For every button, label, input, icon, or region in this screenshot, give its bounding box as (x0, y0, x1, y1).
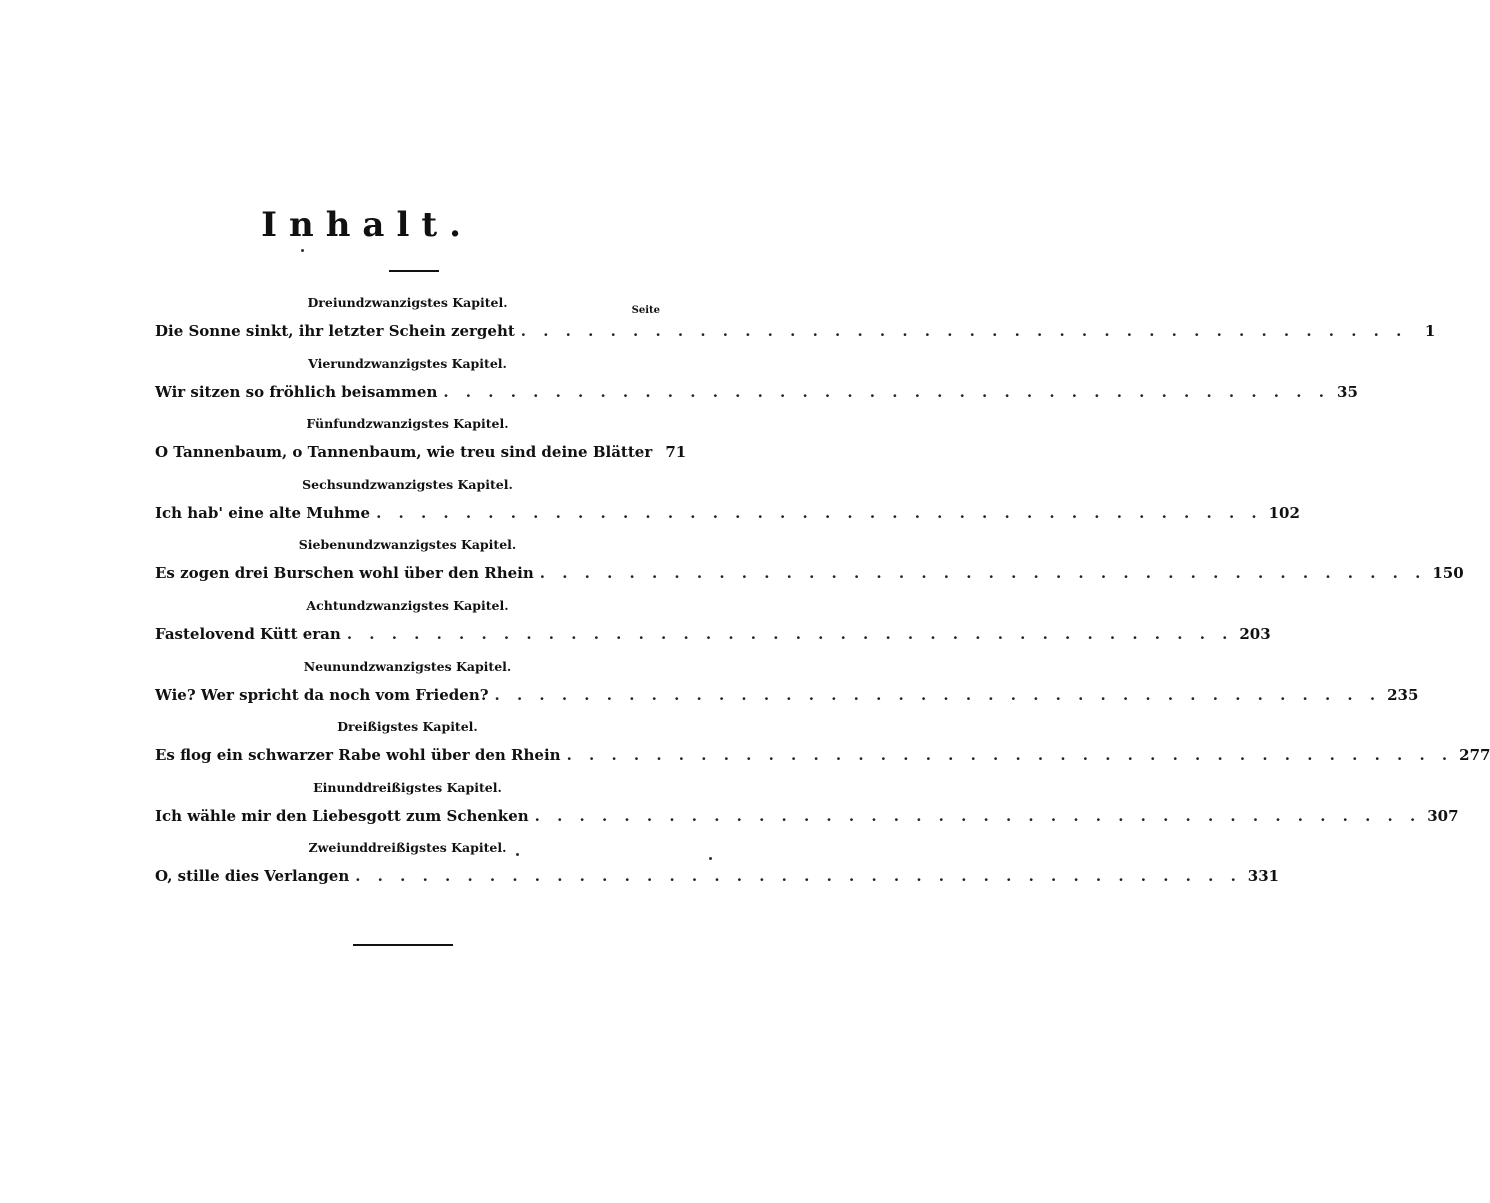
toc-entry (155, 443, 687, 462)
toc-chapter (155, 597, 1271, 659)
toc-chapter (155, 295, 1436, 356)
entry-page-number: 331 (1247, 867, 1280, 886)
entry-title: Ich wähle mir den Liebesgott zum Schenken (155, 806, 529, 825)
chapter-heading: Einunddreißigstes Kapitel. (313, 779, 502, 795)
page-column-label: Seite (631, 305, 660, 316)
toc-entry (155, 867, 1280, 886)
dot-leader: . . . . . . . . . . . . . . . . . . . . . . . . . . . . . . . . . . . . . . . . (520, 322, 1408, 340)
entry-page-number: 235 (1387, 685, 1419, 704)
toc-entry (155, 503, 1300, 522)
title-divider (389, 270, 439, 272)
print-speck (709, 857, 712, 860)
dot-leader: . . . . . . . . . . . . . . . . . . . . . . . . . . . . . . . . . . . . . . . . (539, 564, 1427, 583)
entry-page-number: 150 (1432, 564, 1464, 583)
dot-leader: . . . . . . . . . . . . . . . . . . . . . . . . . . . . . . . . . . . . . . . . (443, 382, 1330, 401)
toc-chapter (155, 355, 1358, 417)
chapter-heading: Neunundzwanzigstes Kapitel. (303, 658, 512, 674)
entry-page-number: 203 (1239, 624, 1271, 643)
chapter-heading: Dreiundzwanzigstes Kapitel. (307, 295, 508, 310)
page-title: Inhalt. (261, 205, 473, 245)
toc-chapter (155, 779, 1459, 841)
toc-entry (155, 382, 1358, 401)
chapter-heading: Vierundzwanzigstes Kapitel. (308, 355, 507, 371)
entry-title: O, stille dies Verlangen (155, 867, 350, 886)
print-speck (516, 853, 519, 856)
entry-title: Ich hab' eine alte Muhme (155, 503, 371, 522)
entry-title: Es flog ein schwarzer Rabe wohl über den Rhein (155, 746, 561, 765)
toc-chapter (155, 719, 1490, 780)
chapter-heading: Zweiunddreißigstes Kapitel. (308, 840, 507, 856)
entry-page-number: 1 (1424, 322, 1436, 340)
closing-divider (353, 944, 453, 946)
entry-page-number: 277 (1459, 746, 1490, 765)
entry-page-number: 71 (665, 443, 687, 462)
toc-entry (155, 564, 1464, 583)
toc-chapter (155, 658, 1419, 720)
dot-leader: . . . . . . . . . . . . . . . . . . . . . . . . . . . . . . . . . . . . . . . . (346, 624, 1234, 643)
chapter-heading: Fünfundzwanzigstes Kapitel. (306, 416, 509, 432)
entry-page-number: 35 (1337, 382, 1358, 401)
toc-chapter (155, 476, 1300, 538)
toc-entry (155, 746, 1490, 765)
toc-chapter (155, 840, 1280, 901)
chapter-heading: Dreißigstes Kapitel. (337, 719, 478, 735)
entry-title: Wir sitzen so fröhlich beisammen (155, 382, 438, 401)
entry-page-number: 307 (1427, 806, 1459, 825)
dot-leader: . . . . . . . . . . . . . . . . . . . . . . . . . . . . . . . . . . . . . . . . (376, 503, 1263, 522)
toc-chapter (155, 537, 1464, 598)
dot-leader: . . . . . . . . . . . . . . . . . . . . . . . . . . . . . . . . . . . . . . . . (494, 685, 1382, 704)
table-of-contents (155, 295, 1490, 901)
entry-title: Fastelovend Kütt eran (155, 624, 341, 643)
entry-title: Es zogen drei Burschen wohl über den Rhein (155, 564, 534, 583)
toc-entry (155, 685, 1419, 704)
toc-entry (155, 624, 1271, 643)
entry-title: Wie? Wer spricht da noch vom Frieden? (155, 685, 489, 704)
chapter-heading: Sechsundzwanzigstes Kapitel. (302, 476, 513, 492)
toc-chapter (155, 416, 687, 477)
dot-leader: . . . . . . . . . . . . . . . . . . . . . . . . . . . . . . . . . . . . . . . . (355, 867, 1242, 886)
entry-page-number: 102 (1268, 503, 1300, 522)
dot-leader: . . . . . . . . . . . . . . . . . . . . . . . . . . . . . . . . . . . . . . . . (566, 746, 1454, 765)
entry-title: Die Sonne sinkt, ihr letzter Schein zergeht (155, 322, 515, 340)
dot-leader: . . . . . . . . . . . . . . . . . . . . . . . . . . . . . . . . . . . . . . . . (534, 806, 1422, 825)
print-speck (301, 249, 304, 252)
toc-entry (155, 322, 1436, 340)
entry-title: O Tannenbaum, o Tannenbaum, wie treu sind deine Blätter (155, 443, 653, 462)
toc-entry (155, 806, 1459, 825)
chapter-heading: Siebenundzwanzigstes Kapitel. (298, 537, 517, 553)
chapter-heading: Achtundzwanzigstes Kapitel. (306, 597, 509, 613)
